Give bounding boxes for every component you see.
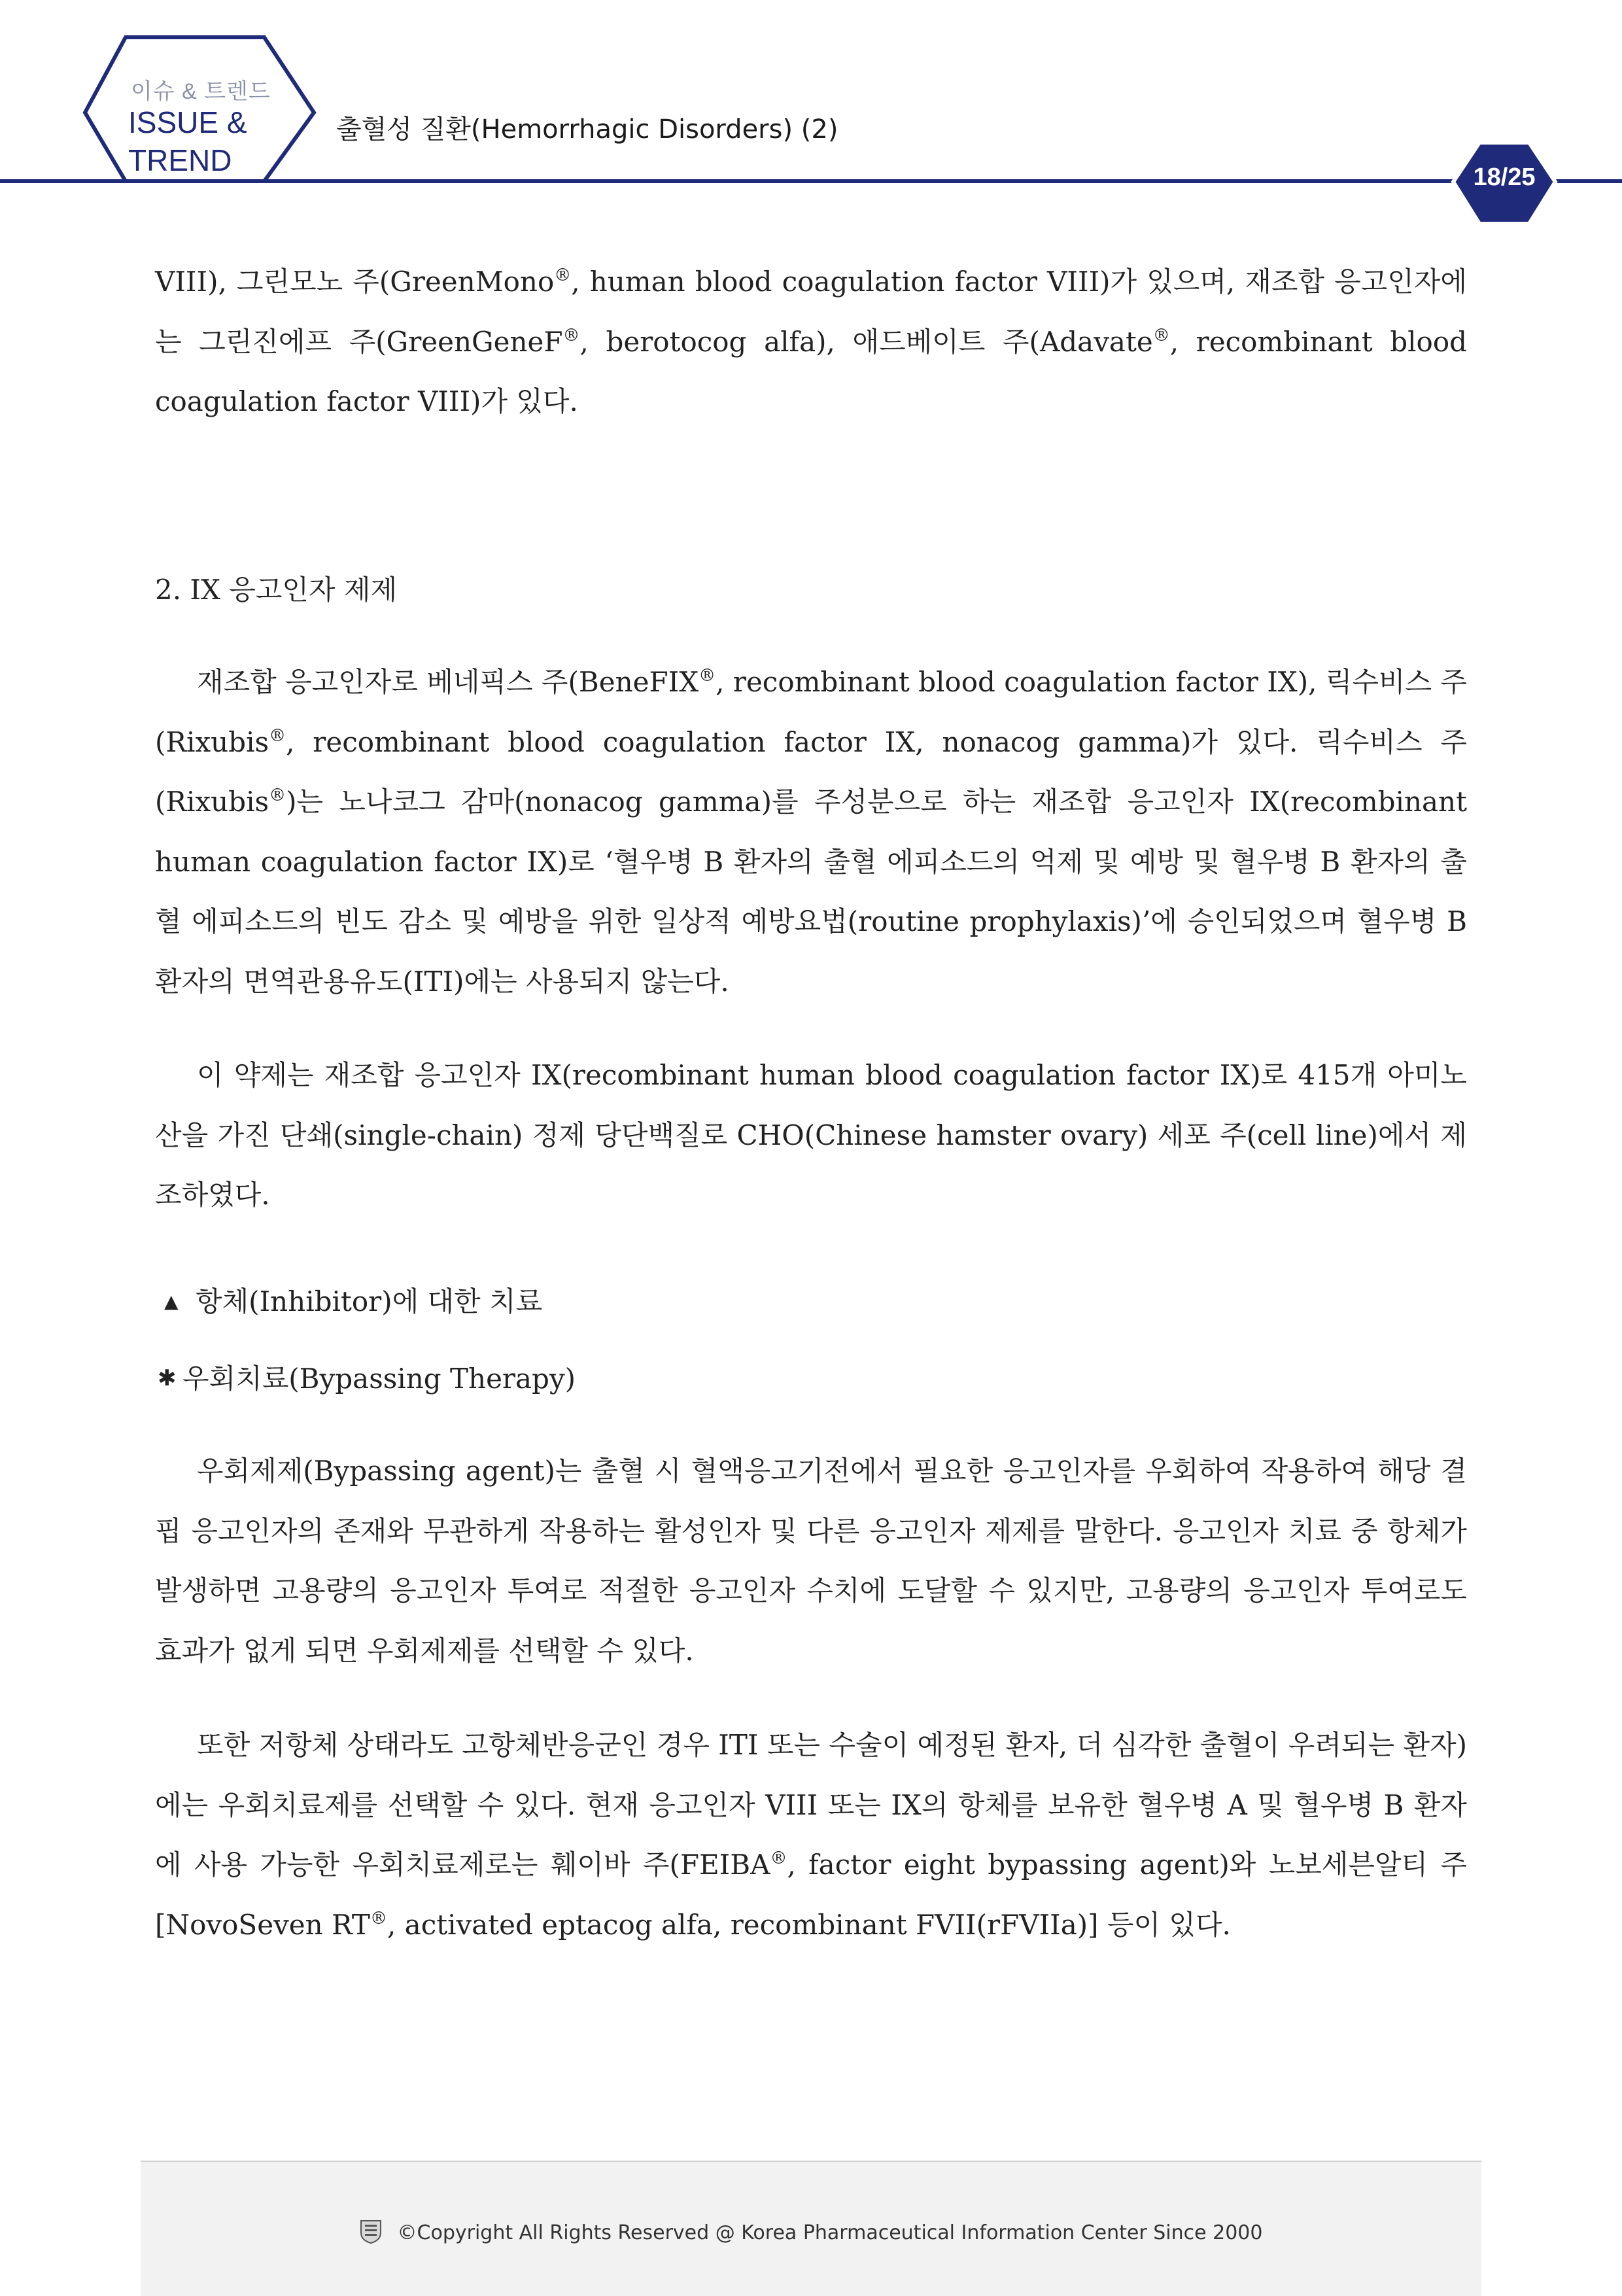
triangle-bullet-icon: ▲ [164,1291,179,1312]
footer-copyright: ©Copyright All Rights Reserved @ Korea Pharmaceutical Information Center Since 2000 [141,2218,1481,2244]
bullet-bypassing-therapy [155,1349,1467,1409]
paragraph-bypassing-agent [155,1441,1467,1680]
paragraph-text: 이 약제는 재조합 응고인자 IX(recombinant human blood coagulation factor IX)로 415개 아미노산을 가진 단쇄(single-chain) 정제 당단백질로 CHO(Chinese hamster ovary) 세포 주(cell line)에서 제조하였다. [155,1059,1467,1211]
bullet-inhibitor-treatment [155,1272,1467,1332]
paragraph-text: 또한 저항체 상태라도 고항체반응군인 경우 ITI 또는 수술이 예정된 환자, 더 심각한 출혈이 우려되는 환자)에는 우회치료제를 선택할 수 있다. 현재 응고인자 VIII 또는 IX의 항체를 보유한 혈우병 A 및 혈우병 B 환자에 사용 가능한 우회치료제로는 훼이바 주(FEIBA®, factor eight bypassing agent)와 노보세븐알티 주[NovoSeven RT®, activated eptacog alfa, recombinant FVII(rFVIIa)] 등이 있다. [155,1729,1468,1941]
badge-line-1: ISSUE & [128,105,247,139]
paragraph-factor-viii-continued [155,252,1467,432]
page-header [0,0,1622,235]
paragraph-text: VIII), 그린모노 주(GreenMono®, human blood coagulation factor VIII)가 있으며, 재조합 응고인자에는 그린진에프 주(GreenGeneF®, berotocog alfa), 애드베이트 주(Adavate®, recombinant blood coagulation factor VIII)가 있다. [155,266,1467,417]
crest-icon [360,2218,382,2244]
badge-line-2: TREND [128,143,232,177]
header-title: 출혈성 질환(Hemorrhagic Disorders) (2) [336,114,838,145]
paragraph-bypassing-products [155,1715,1467,1955]
paragraph-text: 재조합 응고인자로 베네픽스 주(BeneFIX®, recombinant blood coagulation factor IX), 릭수비스 주(Rixubis®, recombinant blood coagulation factor IX, nonacog gamma)가 있다. 릭수비스 주(Rixubis®)는 노나코그 감마(nonacog gamma)를 주성분으로 하는 재조합 응고인자 IX(recombinant human coagulation factor IX)로 ‘혈우병 B 환자의 출혈 에피소드의 억제 및 예방 및 혈우병 B 환자의 출혈 에피소드의 빈도 감소 및 예방을 위한 일상적 예방요법(routine prophylaxis)’에 승인되었으며 혈우병 B 환자의 면역관용유도(ITI)에는 사용되지 않는다. [155,666,1468,998]
section-heading-ix [155,560,1467,620]
paragraph-ix-products [155,652,1467,1011]
bullet-item: ✱ 우회치료(Bypassing Therapy) [155,1349,1467,1409]
badge-title [128,103,247,179]
section-heading: 2. IX 응고인자 제제 [155,574,398,606]
bullet-item: ▲ 항체(Inhibitor)에 대한 치료 [155,1272,1467,1332]
badge-korean-label: 이슈 & 트렌드 [131,79,271,104]
page-footer [141,2161,1481,2296]
paragraph-text: 우회제제(Bypassing agent)는 출혈 시 혈액응고기전에서 필요한 응고인자를 우회하여 작용하여 해당 결핍 응고인자의 존재와 무관하게 작용하는 활성인자 및 다른 응고인자 제제를 말한다. 응고인자 치료 중 항체가 발생하면 고용량의 응고인자 투여로 적절한 응고인자 수치에 도달할 수 있지만, 고용량의 응고인자 투여로도 효과가 없게 되면 우회제제를 선택할 수 있다. [155,1455,1467,1667]
paragraph-ix-description [155,1045,1467,1225]
asterisk-bullet-icon: ✱ [158,1365,177,1391]
page-number: 18/25 [1473,164,1536,191]
